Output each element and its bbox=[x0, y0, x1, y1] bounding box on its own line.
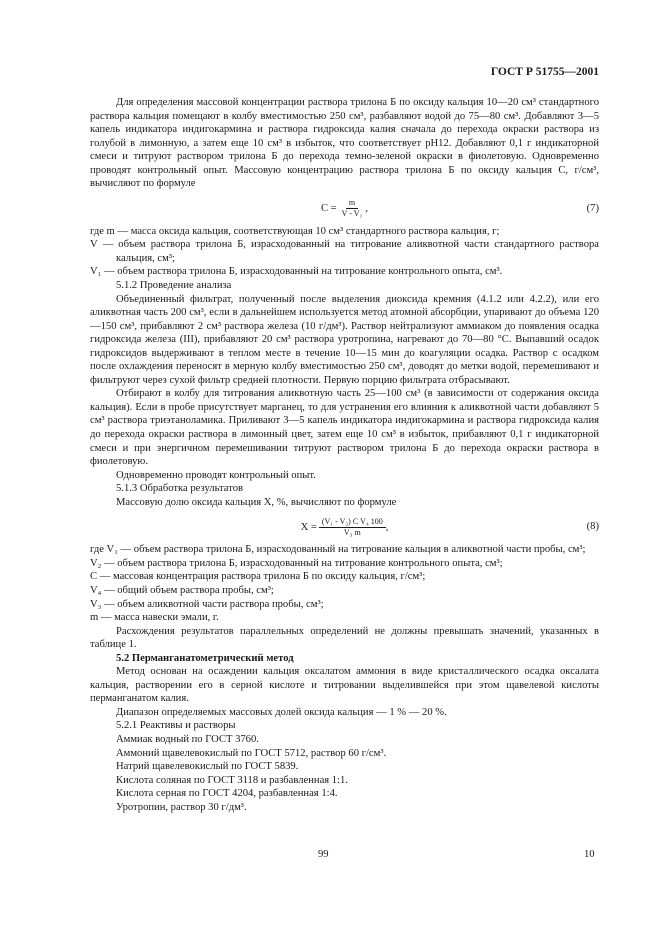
reagent-item: Аммоний щавелевокислый по ГОСТ 5712, раствор 60 г/см³. bbox=[116, 747, 387, 759]
definition-line: m — масса навески эмали, г. bbox=[90, 612, 219, 624]
formula-lhs: С = bbox=[320, 203, 337, 215]
formula-denominator: V - V₁ bbox=[341, 209, 363, 219]
reagent-item: Аммиак водный по ГОСТ 3760. bbox=[116, 733, 259, 745]
section-heading: 5.2 Перманганатометрический метод bbox=[116, 652, 294, 664]
definition-line: где m — масса оксида кальция, соответствующая 10 см³ стандартного раствора кальция, г; bbox=[90, 225, 500, 237]
formula-number: (7) bbox=[586, 202, 599, 214]
definition-line: С — массовая концентрация раствора трилона Б по оксиду кальция, г/см³; bbox=[90, 571, 426, 583]
reagent-item: Натрий щавелевокислый по ГОСТ 5839. bbox=[116, 761, 299, 773]
paragraph: Метод основан на осаждении кальция оксалатом аммония в виде кристаллического осадка оксалата кальция, растворении его в серной кислоте и титровании выделившейся при этом щавелевой кислоты перманганатом калия. bbox=[90, 666, 599, 705]
formula-lhs: X = bbox=[300, 521, 317, 533]
section-heading: 5.1.3 Обработка результатов bbox=[116, 483, 243, 495]
reagent-item: Кислота серная по ГОСТ 4204, разбавленная 1:4. bbox=[116, 788, 338, 800]
formula-denominator: V₃ m bbox=[343, 527, 361, 537]
reagent-item: Кислота соляная по ГОСТ 3118 и разбавленная 1:1. bbox=[116, 774, 348, 786]
paragraph: Для определения массовой концентрации раствора трилона Б по оксиду кальция 10—20 см³ стандартного раствора кальция помещают в колбу вместимостью 250 см³, разбавляют водой до 75—80 см³. Добавляют 3—5 капель индикатора индигокармина и раствора гидроксида калия сначала до перехода окраски раствора из голубой в лимонную, а затем еще 10 см³ в избыток, что соответствует pH12. Добавляют 0,1 г индикаторной смеси и титруют раствором трилона Б до перехода темно-зеленой окраски в фиолетовую. Одновременно проводят контрольный опыт. Массовую концентрацию раствора трилона Б по оксиду кальция С, г/см³, вычисляют по формуле bbox=[90, 97, 599, 190]
section-heading: 5.1.2 Проведение анализа bbox=[116, 280, 232, 292]
formula-numerator: (V₁ - V₂) С V₄ 100 bbox=[319, 517, 386, 528]
definition-line: где V₁ — объем раствора трилона Б, израсходованный на титрование кальция в аликвотной части пробы, см³; bbox=[90, 544, 586, 556]
section-heading: 5.2.1 Реактивы и растворы bbox=[116, 720, 236, 732]
page-number: 99 bbox=[318, 849, 329, 860]
page-number-secondary: 10 bbox=[584, 849, 595, 860]
paragraph: Расхождения результатов параллельных определений не должны превышать значений, указанных в таблице 1. bbox=[90, 625, 599, 651]
document-body bbox=[90, 96, 599, 814]
paragraph: Одновременно проводят контрольный опыт. bbox=[116, 469, 316, 481]
formula-8 bbox=[90, 513, 599, 541]
definition-line: V₃ — объем аликвотной части раствора пробы, см³; bbox=[90, 598, 324, 610]
paragraph: Отбирают в колбу для титрования аликвотную часть 25—100 см³ (в зависимости от содержания оксида кальция). Если в пробе присутствует марганец, то для устранения его влияния к аликвотной части добавляют 5 см³ раствора триэтаноламика. Приливают 3—5 капель индикатора индигокармина и раствора гидроксида калия до перехода окраски раствора в лимонный цвет, затем еще 10 см³ в избыток, прибавляют 0,1 г индикаторной смеси и при энергичном перемешивании титруют раствором трилона Б до перехода окраски раствора в фиолетовую. bbox=[90, 388, 599, 468]
formula-7 bbox=[90, 195, 599, 223]
formula-tail: , bbox=[365, 203, 369, 215]
definition-line: V₁ — объем раствора трилона Б, израсходованный на титрование контрольного опыта, см³. bbox=[90, 266, 503, 278]
formula-numerator: m bbox=[346, 198, 358, 209]
paragraph: Массовую долю оксида кальция X, %, вычисляют по формуле bbox=[116, 496, 397, 508]
document-header: ГОСТ Р 51755—2001 bbox=[490, 66, 599, 78]
formula-fraction bbox=[319, 517, 386, 538]
formula-fraction bbox=[339, 198, 369, 219]
definition-line: V — объем раствора трилона Б, израсходованный на титрование аликвотной части стандартного раствора кальция, см³; bbox=[90, 239, 599, 264]
definition-line: V₂ — объем раствора трилона Б, израсходованный на титрование контрольного опыта, см³; bbox=[90, 557, 503, 569]
reagent-item: Уротропин, раствор 30 г/дм³. bbox=[116, 801, 247, 813]
paragraph: Диапазон определяемых массовых долей оксида кальция — 1 % — 20 %. bbox=[116, 706, 447, 718]
paragraph: Объединенный фильтрат, полученный после выделения диоксида кремния (4.1.2 или 4.2.2), или его аликвотная часть 200 см³, если в дальнейшем используется метод атомной абсорбции, упаривают до объема 120—150 см³, прибавляют 2 см³ раствора железа (10 г/дм³). Раствор нейтрализуют аммиаком до появления осадка гидроксида железа (III), прибавляют 20 см³ раствора уротропина, нагревают до 70—80 °С. Выпавший осадок гидроксидов выдерживают в теплом месте в течение 10—15 мин до коагуляции осадка. Раствор с осадком после охлаждения переносят в мерную колбу вместимостью 250 см³, доводят до метки водой, перемешивают и фильтруют через сухой фильтр средней плотности. Первую порцию фильтрата отбрасывают. bbox=[90, 293, 599, 386]
definition-line: V₄ — общий объем раствора пробы, см³; bbox=[90, 584, 274, 596]
formula-tail: , bbox=[385, 521, 389, 533]
formula-number: (8) bbox=[586, 521, 599, 533]
